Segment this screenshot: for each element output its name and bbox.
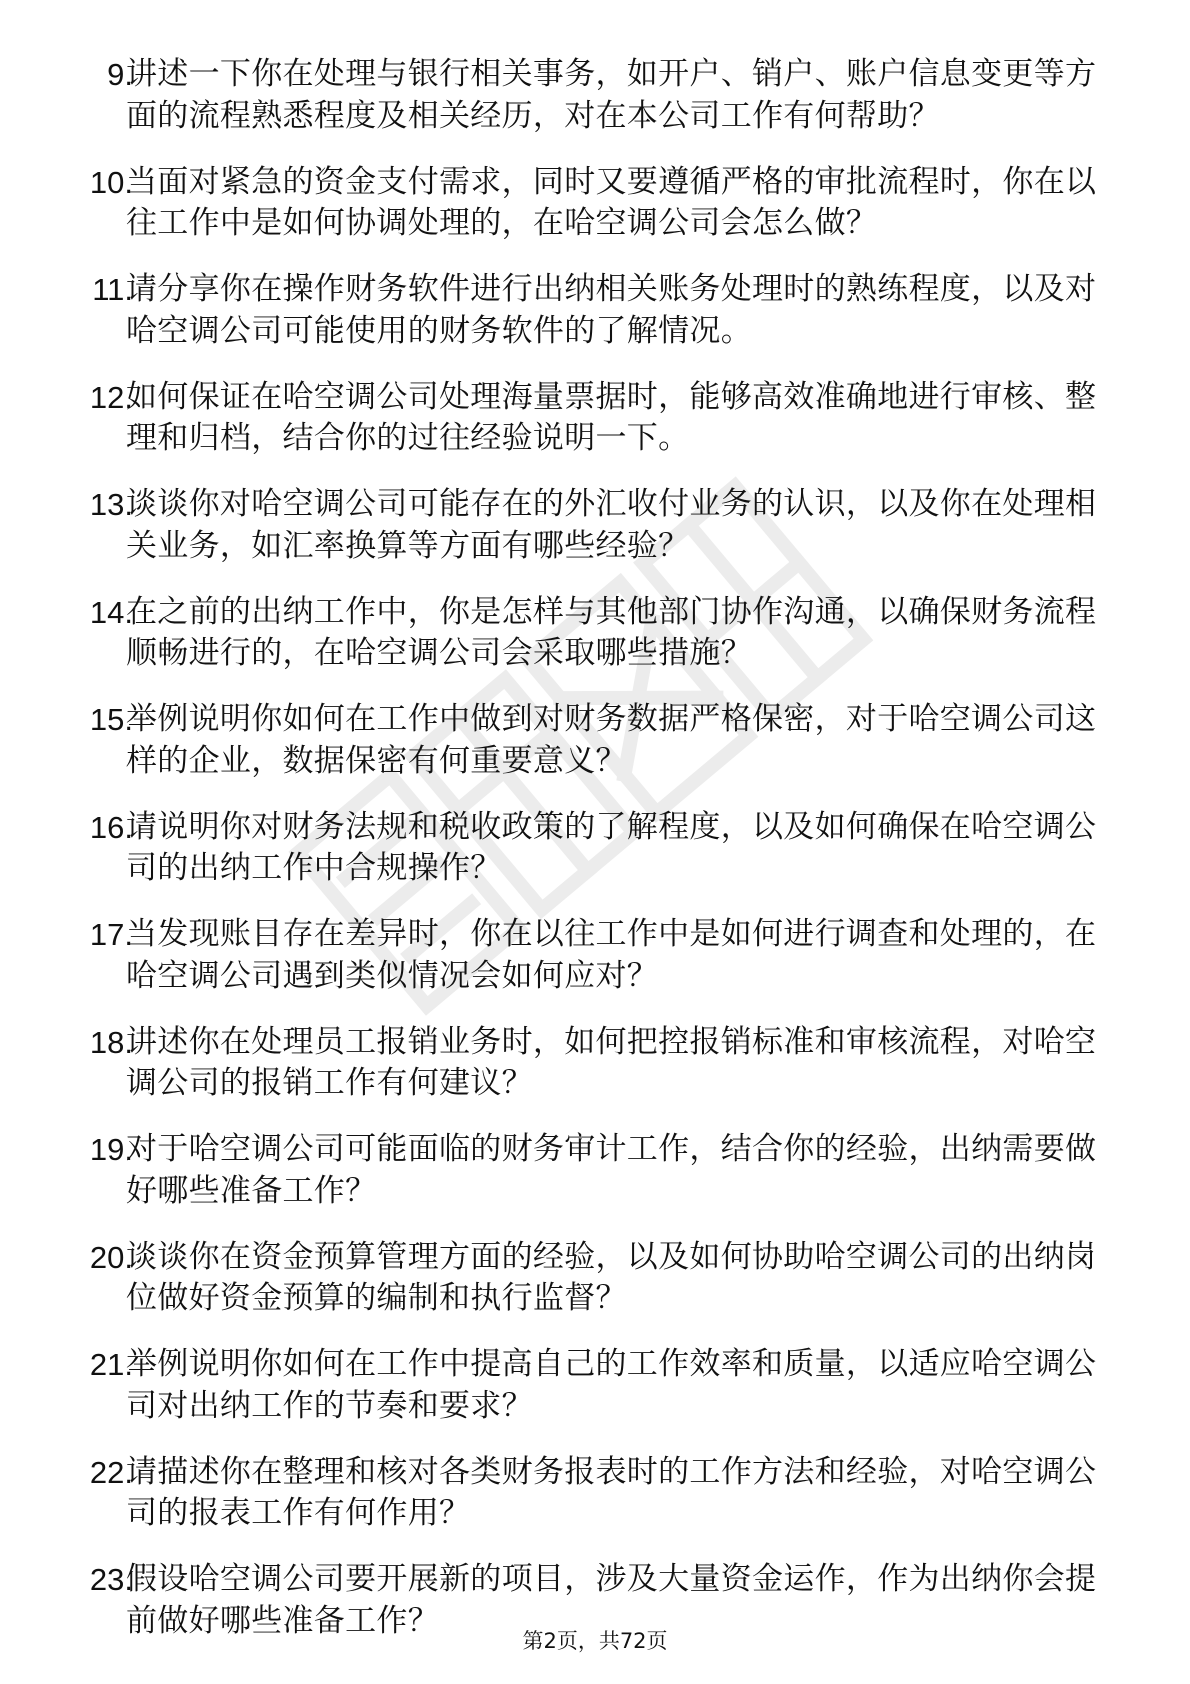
question-number: 23. <box>89 1562 133 1597</box>
question-text: 举例说明你如何在工作中做到对财务数据严格保密，对于哈空调公司这样的企业，数据保密有何重要意义？ <box>126 701 1097 779</box>
question-text: 请分享你在操作财务软件进行出纳相关账务处理时的熟练程度，以及对哈空调公司可能使用的财务软件的了解情况。 <box>126 271 1097 349</box>
question-number: 20. <box>89 1239 133 1275</box>
question-item <box>0 592 1190 675</box>
question-text: 谈谈你在资金预算管理方面的经验，以及如何协助哈空调公司的出纳岗位做好资金预算的编制和执行监督？ <box>126 1238 1097 1316</box>
question-text: 请说明你对财务法规和税收政策的了解程度，以及如何确保在哈空调公司的出纳工作中合规操作？ <box>126 808 1097 886</box>
question-number: 21. <box>89 1347 133 1382</box>
question-text: 讲述你在处理员工报销业务时，如何把控报销标准和审核流程，对哈空调公司的报销工作有何建议？ <box>126 1023 1097 1101</box>
question-text: 如何保证在哈空调公司处理海量票据时，能够高效准确地进行审核、整理和归档，结合你的过往经验说明一下。 <box>126 378 1097 456</box>
question-list <box>0 54 1190 1667</box>
question-number: 13. <box>89 487 133 522</box>
question-number: 12. <box>89 379 133 415</box>
question-item <box>0 1237 1190 1320</box>
question-number: 19. <box>89 1132 133 1167</box>
question-text: 假设哈空调公司要开展新的项目，涉及大量资金运作，作为出纳你会提前做好哪些准备工作？ <box>126 1561 1097 1639</box>
question-item <box>0 1452 1190 1535</box>
question-text: 举例说明你如何在工作中提高自己的工作效率和质量，以适应哈空调公司对出纳工作的节奏和要求？ <box>126 1346 1097 1424</box>
page-footer: 第2页，共72页 <box>522 1629 668 1653</box>
question-number: 14. <box>89 594 133 630</box>
question-text: 在之前的出纳工作中，你是怎样与其他部门协作沟通，以确保财务流程顺畅进行的，在哈空调公司会采取哪些措施？ <box>126 593 1097 671</box>
question-item <box>0 914 1190 997</box>
question-item <box>0 54 1190 137</box>
question-number: 15. <box>89 702 133 737</box>
question-text: 讲述一下你在处理与银行相关事务，如开户、销户、账户信息变更等方面的流程熟悉程度及相关经历，对在本公司工作有何帮助？ <box>126 56 1097 134</box>
question-text: 当面对紧急的资金支付需求，同时又要遵循严格的审批流程时，你在以往工作中是如何协调处理的，在哈空调公司会怎么做？ <box>126 163 1097 241</box>
question-number: 11. <box>92 272 133 307</box>
question-item <box>0 377 1190 460</box>
question-text: 当发现账目存在差异时，你在以往工作中是如何进行调查和处理的，在哈空调公司遇到类似情况会如何应对？ <box>126 916 1097 994</box>
question-item <box>0 807 1190 890</box>
question-text: 对于哈空调公司可能面临的财务审计工作，结合你的经验，出纳需要做好哪些准备工作？ <box>126 1131 1097 1209</box>
question-text: 请描述你在整理和核对各类财务报表时的工作方法和经验，对哈空调公司的报表工作有何作用？ <box>126 1453 1097 1531</box>
question-text: 谈谈你对哈空调公司可能存在的外汇收付业务的认识，以及你在处理相关业务，如汇率换算等方面有哪些经验？ <box>126 486 1097 564</box>
question-item <box>0 484 1190 567</box>
question-number: 22. <box>89 1454 133 1490</box>
question-item <box>0 699 1190 782</box>
question-number: 10. <box>89 164 133 200</box>
question-number: 16. <box>89 809 133 845</box>
question-item <box>0 1344 1190 1427</box>
question-number: 17. <box>89 917 133 952</box>
question-item <box>0 162 1190 245</box>
question-item <box>0 269 1190 352</box>
question-item <box>0 1129 1190 1212</box>
question-item <box>0 1022 1190 1105</box>
question-number: 18. <box>89 1024 133 1060</box>
question-number: 9. <box>107 57 133 92</box>
